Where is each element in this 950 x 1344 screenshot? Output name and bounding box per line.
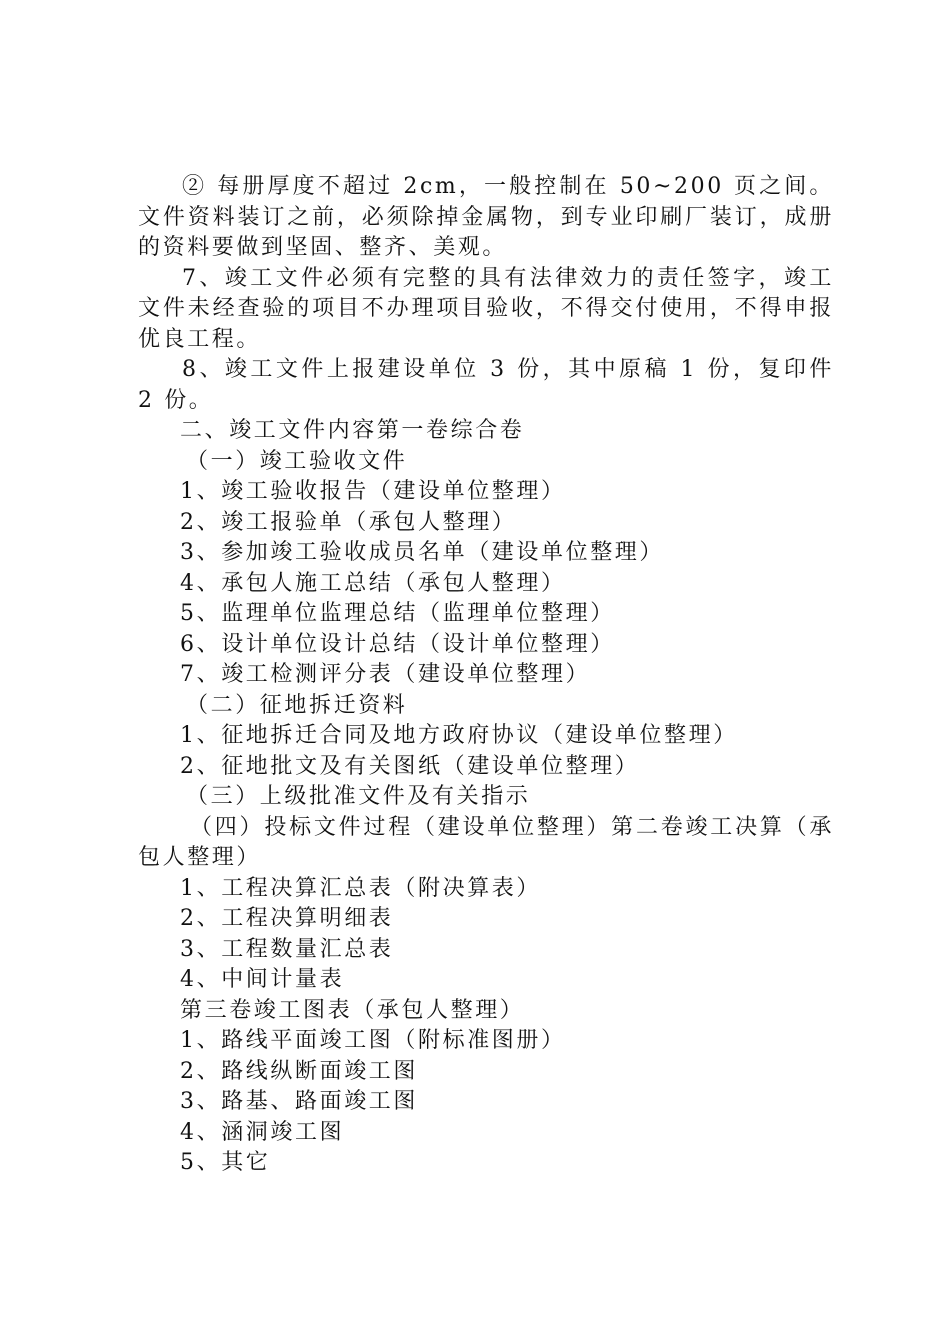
paragraph-signature: 7、竣工文件必须有完整的具有法律效力的责任签字，竣工文件未经查验的项目不办理项目验收，不得交付使用，不得申报优良工程。 xyxy=(138,265,834,352)
subsection-paragraph-4: （四）投标文件过程（建设单位整理）第二卷竣工决算（承包人整理） xyxy=(138,814,834,870)
list-item: 1、征地拆迁合同及地方政府协议（建设单位整理） xyxy=(180,723,738,748)
list-item: 4、涵洞竣工图 xyxy=(180,1119,345,1145)
list-item: 7、竣工检测评分表（建设单位整理） xyxy=(180,662,591,687)
list-item: 6、设计单位设计总结（设计单位整理） xyxy=(180,631,615,657)
subsection-title-2: （二）征地拆迁资料 xyxy=(186,692,408,718)
paragraph-copies: 8、竣工文件上报建设单位 3 份，其中原稿 1 份，复印件 2 份。 xyxy=(138,357,834,413)
list-item: 2、路线纵断面竣工图 xyxy=(180,1058,418,1084)
section-title: 二、竣工文件内容第一卷综合卷 xyxy=(180,418,525,443)
subsection-title-1: （一）竣工验收文件 xyxy=(186,448,408,474)
list-item: 1、竣工验收报告（建设单位整理） xyxy=(180,479,566,504)
list-item: 3、路基、路面竣工图 xyxy=(180,1089,418,1114)
list-item: 4、承包人施工总结（承包人整理） xyxy=(180,570,566,596)
list-item: 4、中间计量表 xyxy=(180,967,345,992)
list-item: 2、竣工报验单（承包人整理） xyxy=(180,509,517,535)
list-item: 5、其它 xyxy=(180,1150,271,1175)
volume-title-3: 第三卷竣工图表（承包人整理） xyxy=(180,997,525,1023)
list-item: 1、路线平面竣工图（附标准图册） xyxy=(180,1028,566,1053)
list-item: 2、征地批文及有关图纸（建设单位整理） xyxy=(180,753,640,779)
list-item: 2、工程决算明细表 xyxy=(180,906,394,931)
list-item: 3、工程数量汇总表 xyxy=(180,936,394,962)
list-item: 3、参加竣工验收成员名单（建设单位整理） xyxy=(180,540,664,565)
paragraph-binding: ② 每册厚度不超过 2cm，一般控制在 50~200 页之间。文件资料装订之前，必须除掉金属物，到专业印刷厂装订，成册的资料要做到坚固、整齐、美观。 xyxy=(138,174,834,260)
subsection-title-3: （三）上级批准文件及有关指示 xyxy=(186,784,531,809)
document-body xyxy=(138,172,834,1179)
list-item: 5、监理单位监理总结（监理单位整理） xyxy=(180,601,615,626)
list-item: 1、工程决算汇总表（附决算表） xyxy=(180,875,541,901)
